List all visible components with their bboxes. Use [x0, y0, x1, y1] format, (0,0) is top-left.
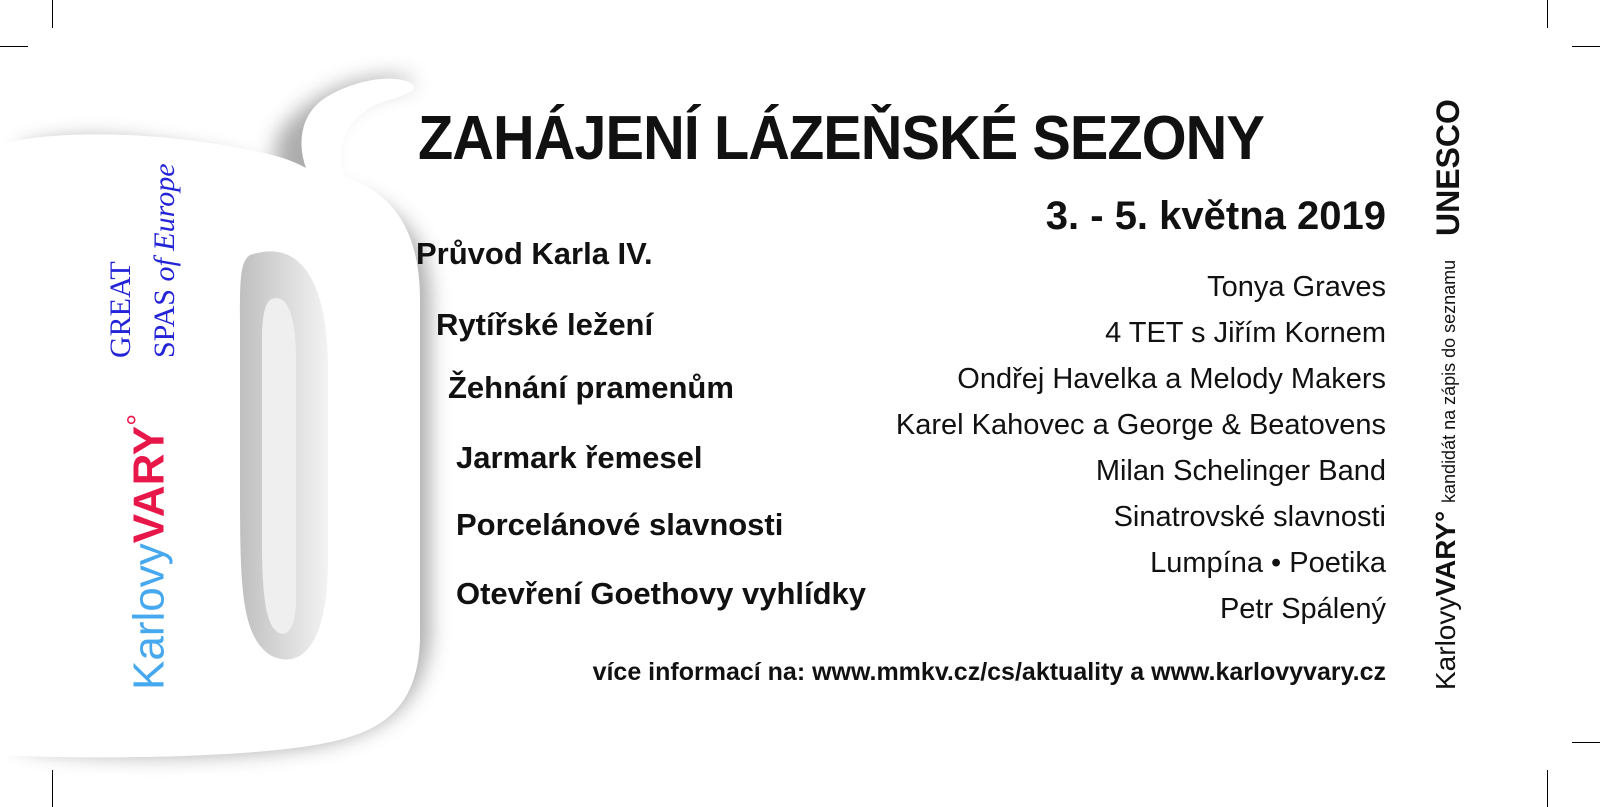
vary-text-right: VARY° [1430, 510, 1461, 597]
crop-mark [1572, 742, 1600, 743]
event-item: Průvod Karla IV. [416, 236, 653, 271]
crop-mark [1572, 46, 1600, 47]
spas-of-europe [150, 163, 180, 358]
event-item: Rytířské ležení [436, 307, 654, 342]
event-item: Žehnání pramenům [448, 370, 734, 405]
page-title: ZAHÁJENÍ LÁZEŇSKÉ SEZONY [418, 104, 1264, 173]
karlovy-vary-logo-right [1432, 260, 1460, 690]
artist-item: Milan Schelinger Band [1095, 455, 1386, 487]
unesco-text: UNESCO [1430, 99, 1466, 236]
artist-item: 4 TET s Jiřím Kornem [1105, 317, 1386, 349]
artist-item: Sinatrovské slavnosti [1113, 501, 1386, 533]
degree-mark: ° [122, 413, 155, 426]
event-item: Jarmark řemesel [456, 440, 703, 475]
of-europe-text: of Europe [148, 163, 181, 282]
candidate-text: kandidát na zápis do seznamu [1439, 259, 1459, 503]
event-date: 3. - 5. května 2019 [1045, 194, 1386, 238]
karlovy-text-right: Karlovy [1430, 596, 1461, 690]
spas-text: SPAS [148, 289, 181, 358]
crop-mark [1547, 770, 1548, 807]
more-info-text: více informací na: www.mmkv.cz/cs/aktuality a www.karlovyvary.cz [592, 658, 1386, 686]
great-text: GREAT [104, 261, 137, 358]
mug-illustration [0, 0, 460, 807]
karlovy-text: Karlovy [124, 543, 174, 690]
artist-item: Karel Kahovec a George & Beatovens [895, 409, 1386, 441]
vary-text: VARY [124, 425, 174, 544]
crop-mark [1547, 0, 1548, 28]
artist-item: Tonya Graves [1207, 271, 1386, 303]
karlovy-vary-logo-left [124, 414, 172, 690]
artist-item: Ondřej Havelka a Melody Makers [957, 363, 1386, 395]
artist-list [896, 264, 1386, 632]
artist-item: Lumpína • Poetika [1150, 547, 1386, 579]
event-item: Otevření Goethovy vyhlídky [456, 576, 867, 611]
event-item: Porcelánové slavnosti [456, 507, 784, 542]
artist-item: Petr Spálený [1219, 593, 1386, 625]
